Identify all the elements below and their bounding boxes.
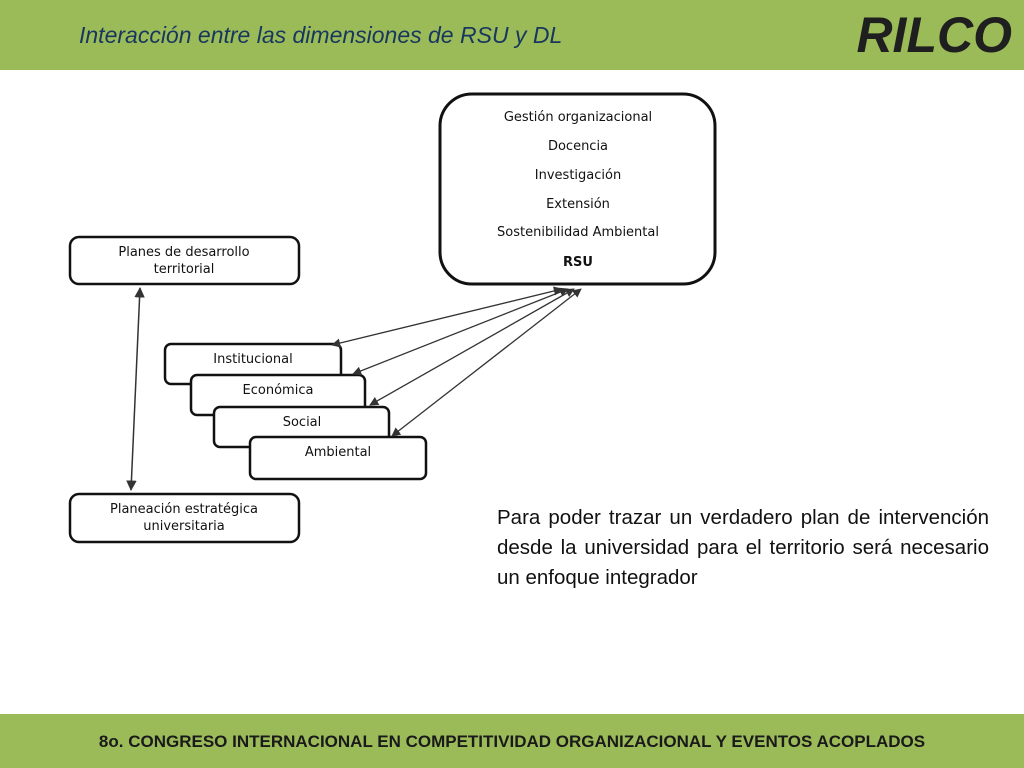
- footer-band: [0, 714, 1024, 768]
- vertical-double-arrow: [131, 288, 140, 490]
- rsu-box: [440, 94, 715, 284]
- dimension-box-ambiental: [250, 437, 426, 479]
- slide-title: Interacción entre las dimensiones de RSU y DL: [79, 22, 563, 48]
- dimension-label: Social: [282, 415, 322, 430]
- planes-label-line2: territorial: [153, 262, 215, 277]
- body-paragraph: Para poder trazar un verdadero plan de intervención desde la universidad para el territorio será necesario un enfoque integrador: [497, 506, 989, 589]
- rsu-item: Sostenibilidad Ambiental: [497, 225, 659, 240]
- planes-desarrollo-box: [70, 237, 299, 284]
- rsu-label: RSU: [563, 255, 593, 270]
- rsu-item: Docencia: [547, 139, 609, 154]
- connector-arrow-ambiental: [392, 289, 581, 436]
- planeacion-label-line1: Planeación estratégica: [110, 502, 258, 517]
- brand-logo: RILCO: [856, 7, 1012, 63]
- planeacion-estrategica-box: [70, 494, 299, 542]
- rsu-dl-diagram: [0, 70, 1024, 714]
- footer-text: 8o. CONGRESO INTERNACIONAL EN COMPETITIVIDAD ORGANIZACIONAL Y EVENTOS ACOPLADOS: [98, 732, 926, 751]
- planes-label-line1: Planes de desarrollo: [118, 245, 250, 260]
- dimension-label: Económica: [242, 383, 314, 398]
- dimension-label: Ambiental: [304, 445, 372, 460]
- dimension-label: Institucional: [213, 352, 293, 367]
- planeacion-label-line2: universitaria: [143, 519, 225, 534]
- rsu-item: Gestión organizacional: [503, 110, 653, 125]
- rsu-item: Investigación: [534, 168, 622, 183]
- connector-arrow-social: [370, 289, 574, 405]
- header-band: [0, 0, 1024, 70]
- rsu-item: Extensión: [546, 197, 610, 212]
